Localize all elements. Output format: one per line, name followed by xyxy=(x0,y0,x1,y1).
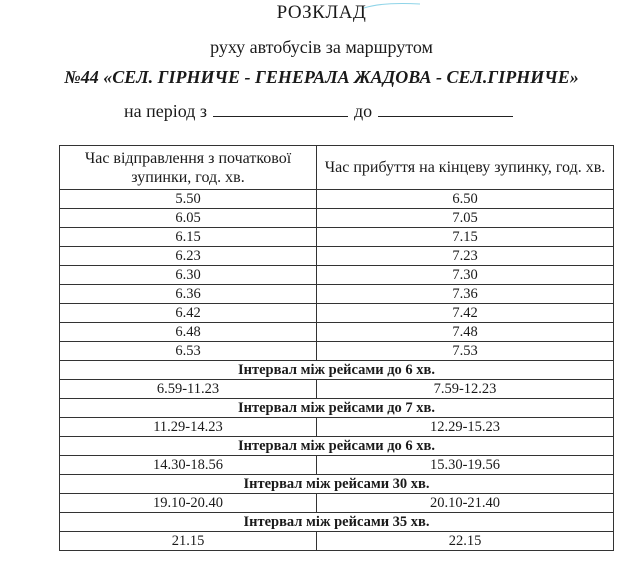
interval-label: Інтервал між рейсами до 6 хв. xyxy=(60,437,614,456)
table-row xyxy=(60,323,614,342)
table-row xyxy=(60,247,614,266)
table-row xyxy=(60,266,614,285)
arrival-cell: 7.15 xyxy=(317,228,614,247)
table-header-row xyxy=(60,146,614,190)
period-to-label: до xyxy=(354,101,373,121)
departure-cell: 6.15 xyxy=(60,228,317,247)
arrival-cell: 7.30 xyxy=(317,266,614,285)
departure-cell: 14.30-18.56 xyxy=(60,456,317,475)
departure-cell: 21.15 xyxy=(60,532,317,551)
interval-label: Інтервал між рейсами до 7 хв. xyxy=(60,399,614,418)
interval-label: Інтервал між рейсами 35 хв. xyxy=(60,513,614,532)
table-row xyxy=(60,494,614,513)
interval-label: Інтервал між рейсами 30 хв. xyxy=(60,475,614,494)
departure-cell: 6.53 xyxy=(60,342,317,361)
departure-cell: 6.23 xyxy=(60,247,317,266)
schedule-table xyxy=(59,145,614,551)
arrival-cell: 7.59-12.23 xyxy=(317,380,614,399)
table-row xyxy=(60,418,614,437)
col-header-departure: Час відправлення з початкової зупинки, год. хв. xyxy=(60,146,317,190)
table-row xyxy=(60,532,614,551)
table-row xyxy=(60,380,614,399)
arrival-cell: 7.48 xyxy=(317,323,614,342)
table-row xyxy=(60,228,614,247)
departure-cell: 6.36 xyxy=(60,285,317,304)
interval-label: Інтервал між рейсами до 6 хв. xyxy=(60,361,614,380)
table-row xyxy=(60,304,614,323)
interval-row xyxy=(60,399,614,418)
arrival-cell: 20.10-21.40 xyxy=(317,494,614,513)
arrival-cell: 15.30-19.56 xyxy=(317,456,614,475)
departure-cell: 6.59-11.23 xyxy=(60,380,317,399)
arrival-cell: 7.53 xyxy=(317,342,614,361)
table-row xyxy=(60,209,614,228)
arrival-cell: 7.42 xyxy=(317,304,614,323)
interval-row xyxy=(60,437,614,456)
arrival-cell: 7.36 xyxy=(317,285,614,304)
period-from-blank xyxy=(213,100,348,117)
departure-cell: 5.50 xyxy=(60,190,317,209)
arrival-cell: 12.29-15.23 xyxy=(317,418,614,437)
table-row xyxy=(60,456,614,475)
col-header-arrival: Час прибуття на кінцеву зупинку, год. хв. xyxy=(317,146,614,190)
interval-row xyxy=(60,475,614,494)
departure-cell: 6.48 xyxy=(60,323,317,342)
page-subtitle: руху автобусів за маршрутом xyxy=(210,37,433,57)
period-line xyxy=(124,100,513,122)
arrival-cell: 7.05 xyxy=(317,209,614,228)
arrival-cell: 22.15 xyxy=(317,532,614,551)
arrival-cell: 7.23 xyxy=(317,247,614,266)
departure-cell: 11.29-14.23 xyxy=(60,418,317,437)
period-to-blank xyxy=(378,100,513,117)
interval-row xyxy=(60,513,614,532)
period-prefix: на період з xyxy=(124,101,207,121)
departure-cell: 6.05 xyxy=(60,209,317,228)
table-row xyxy=(60,190,614,209)
table-row xyxy=(60,285,614,304)
page-title: РОЗКЛАД xyxy=(276,2,367,23)
interval-row xyxy=(60,361,614,380)
departure-cell: 6.42 xyxy=(60,304,317,323)
departure-cell: 19.10-20.40 xyxy=(60,494,317,513)
route-name: №44 «СЕЛ. ГІРНИЧЕ - ГЕНЕРАЛА ЖАДОВА - СЕЛ.ГІРНИЧЕ» xyxy=(64,67,579,87)
table-row xyxy=(60,342,614,361)
departure-cell: 6.30 xyxy=(60,266,317,285)
arrival-cell: 6.50 xyxy=(317,190,614,209)
